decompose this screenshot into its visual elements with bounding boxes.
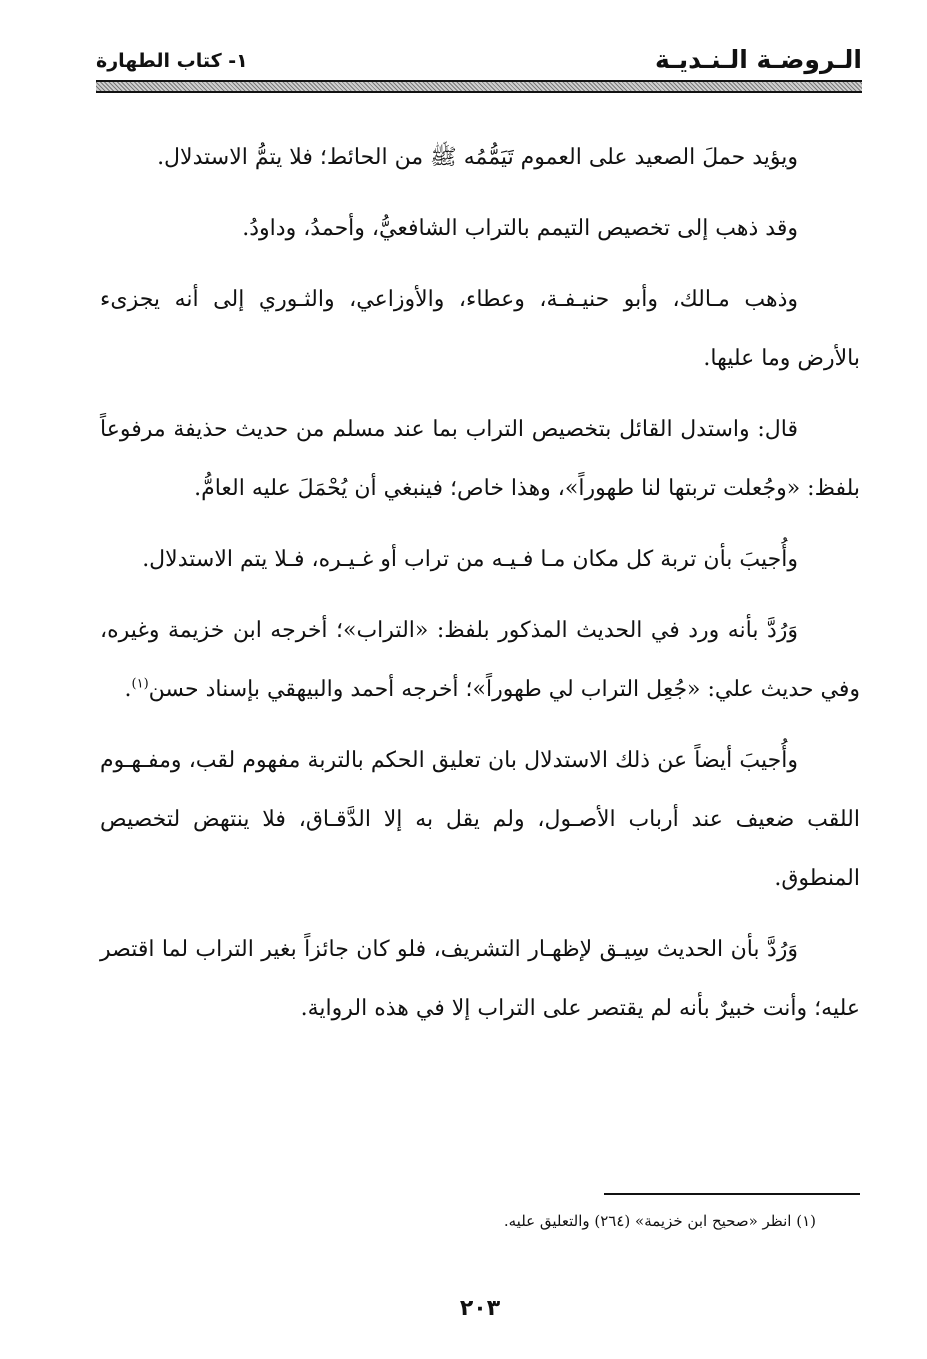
footnote-rule bbox=[604, 1193, 860, 1195]
paragraph-7: وأُجيبَ أيضاً عن ذلك الاستدلال بان تعليق الحكم بالتربة مفهوم لقب، ومفـهـوم اللقب ضعيف عند أرباب الأصـول، ولم يقل به إلا الدَّقـاق، فلا ينتهض لتخصيص المنطوق. bbox=[100, 748, 860, 891]
paragraph-6: وَرُدَّ بأنه ورد في الحديث المذكور بلفظ: «التراب»؛ أخرجه ابن خزيمة وغيره، وفي حديث علي: «جُعِل التراب لي طهوراً»؛ أخرجه أحمد والبيهقي بإسناد حسن$^{(١)}$. bbox=[100, 618, 860, 702]
main-text bbox=[100, 128, 860, 1050]
paragraph-5: وأُجيبَ بأن تربة كل مكان مـا فـيـه من تراب أو غـيـره، فـلا يتم الاستدلال. bbox=[142, 547, 798, 572]
page-number: ٢٠٣ bbox=[459, 1296, 501, 1321]
footnote: (١) انظر «صحيح ابن خزيمة» (٢٦٤) والتعليق عليه. bbox=[503, 1212, 816, 1230]
running-header bbox=[96, 44, 862, 78]
paragraph-1: ويؤيد حملَ الصعيد على العموم تَيَمُّمُه ﷺ من الحائط؛ فلا يتمُّ الاستدلال. bbox=[157, 145, 798, 170]
chapter-title: ١- كتاب الطهارة bbox=[96, 50, 248, 72]
paragraph-4: قال: واستدل القائل بتخصيص التراب بما عند مسلم من حديث حذيفة مرفوعاً بلفظ: «وجُعلت تربتها لنا طهوراً»، وهذا خاص؛ فينبغي أن يُحْمَلَ عليه العامُّ. bbox=[100, 417, 860, 501]
book-title: الـروضـة الـنـديـة bbox=[655, 45, 862, 74]
header-rule bbox=[96, 80, 862, 93]
paragraph-8: وَرُدَّ بأن الحديث سِيـق لإظهـار التشريف، فلو كان جائزاً بغير التراب لما اقتصر عليه؛ وأنت خبيرٌ بأنه لم يقتصر على التراب إلا في هذه الرواية. bbox=[100, 937, 860, 1021]
paragraph-2: وقد ذهب إلى تخصيص التيمم بالتراب الشافعيُّ، وأحمدُ، وداودُ. bbox=[242, 216, 798, 241]
footnote-marker[interactable]: (١) bbox=[131, 676, 149, 692]
paragraph-3: وذهب مـالك، وأبو حنيـفـة، وعطاء، والأوزاعي، والثـوري إلى أنه يجزىء بالأرض وما عليها. bbox=[100, 287, 860, 371]
